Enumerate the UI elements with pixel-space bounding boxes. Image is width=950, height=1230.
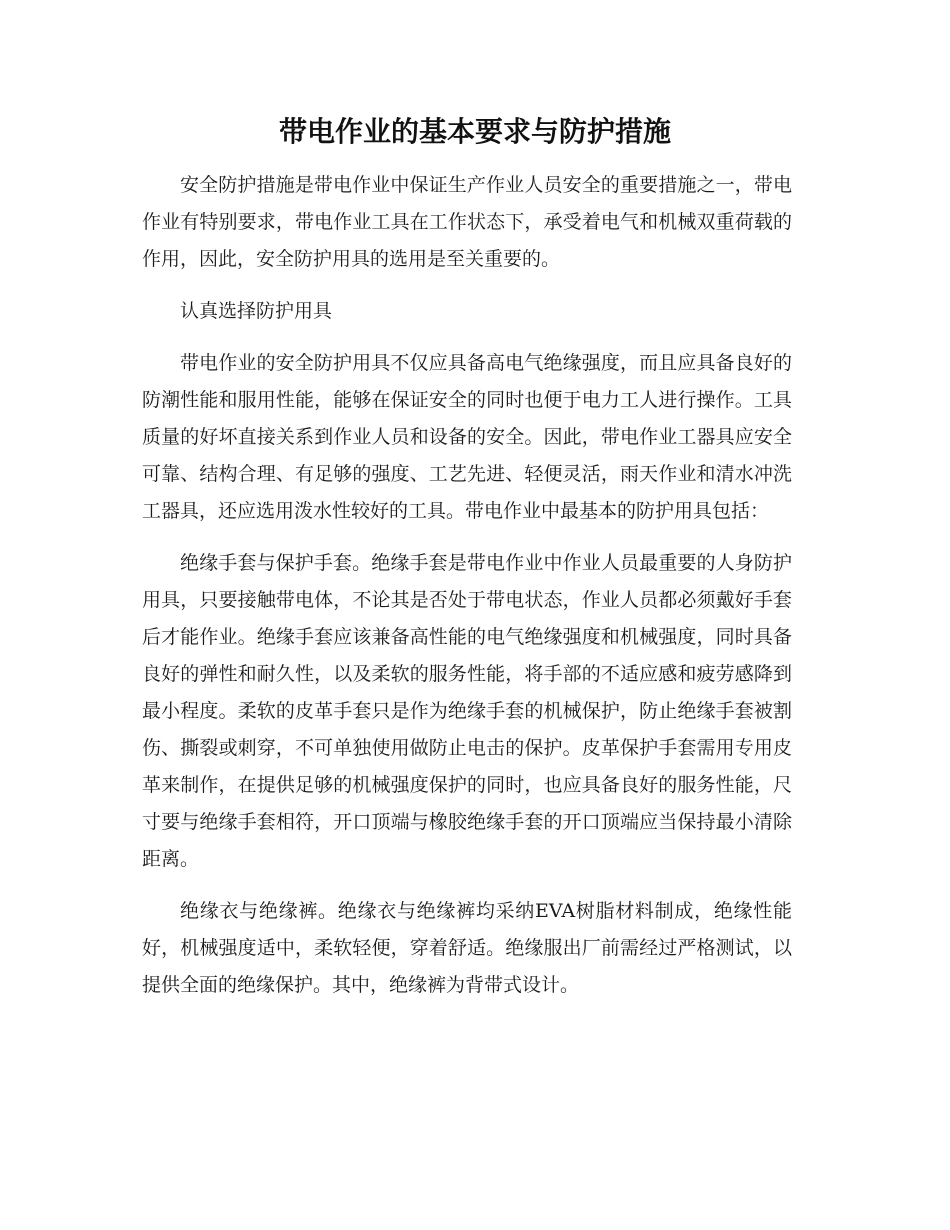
paragraph-gloves: 绝缘手套与保护手套。绝缘手套是带电作业中作业人员最重要的人身防护用具，只要接触带电体，不论其是否处于带电状态，作业人员都必须戴好手套后才能作业。绝缘手套应该兼备高性能的电气绝缘强度和机械强度，同时具备良好的弹性和耐久性，以及柔软的服务性能，将手部的不适应感和疲劳感降到最小程度。柔软的皮革手套只是作为绝缘手套的机械保护，防止绝缘手套被割伤、撕裂或刺穿，不可单独使用做防止电击的保护。皮革保护手套需用专用皮革来制作，在提供足够的机械强度保护的同时，也应具备良好的服务性能，尺寸要与绝缘手套相符，开口顶端与橡胶绝缘手套的开口顶端应当保持最小清除距离。 [142, 552, 792, 870]
paragraph-clothing: 绝缘衣与绝缘裤。绝缘衣与绝缘裤均采纳EVA树脂材料制成，绝缘性能好，机械强度适中，柔软轻便，穿着舒适。绝缘服出厂前需经过严格测试，以提供全面的绝缘保护。其中，绝缘裤为背带式设计。 [142, 900, 792, 996]
paragraph-intro: 安全防护措施是带电作业中保证生产作业人员安全的重要措施之一，带电作业有特别要求，带电作业工具在工作状态下，承受着电气和机械双重荷载的作用，因此，安全防护用具的选用是至关重要的。 [142, 174, 792, 270]
paragraph-requirements: 带电作业的安全防护用具不仅应具备高电气绝缘强度，而且应具备良好的防潮性能和服用性能，能够在保证安全的同时也便于电力工人进行操作。工具质量的好坏直接关系到作业人员和设备的安全。因此，带电作业工器具应安全可靠、结构合理、有足够的强度、工艺先进、轻便灵活，雨天作业和清水冲洗工器具，还应选用泼水性较好的工具。带电作业中最基本的防护用具包括： [142, 352, 792, 522]
document-title: 带电作业的基本要求与防护措施 [278, 115, 671, 148]
section-heading: 认真选择防护用具 [180, 300, 333, 322]
document-body [142, 167, 792, 1019]
